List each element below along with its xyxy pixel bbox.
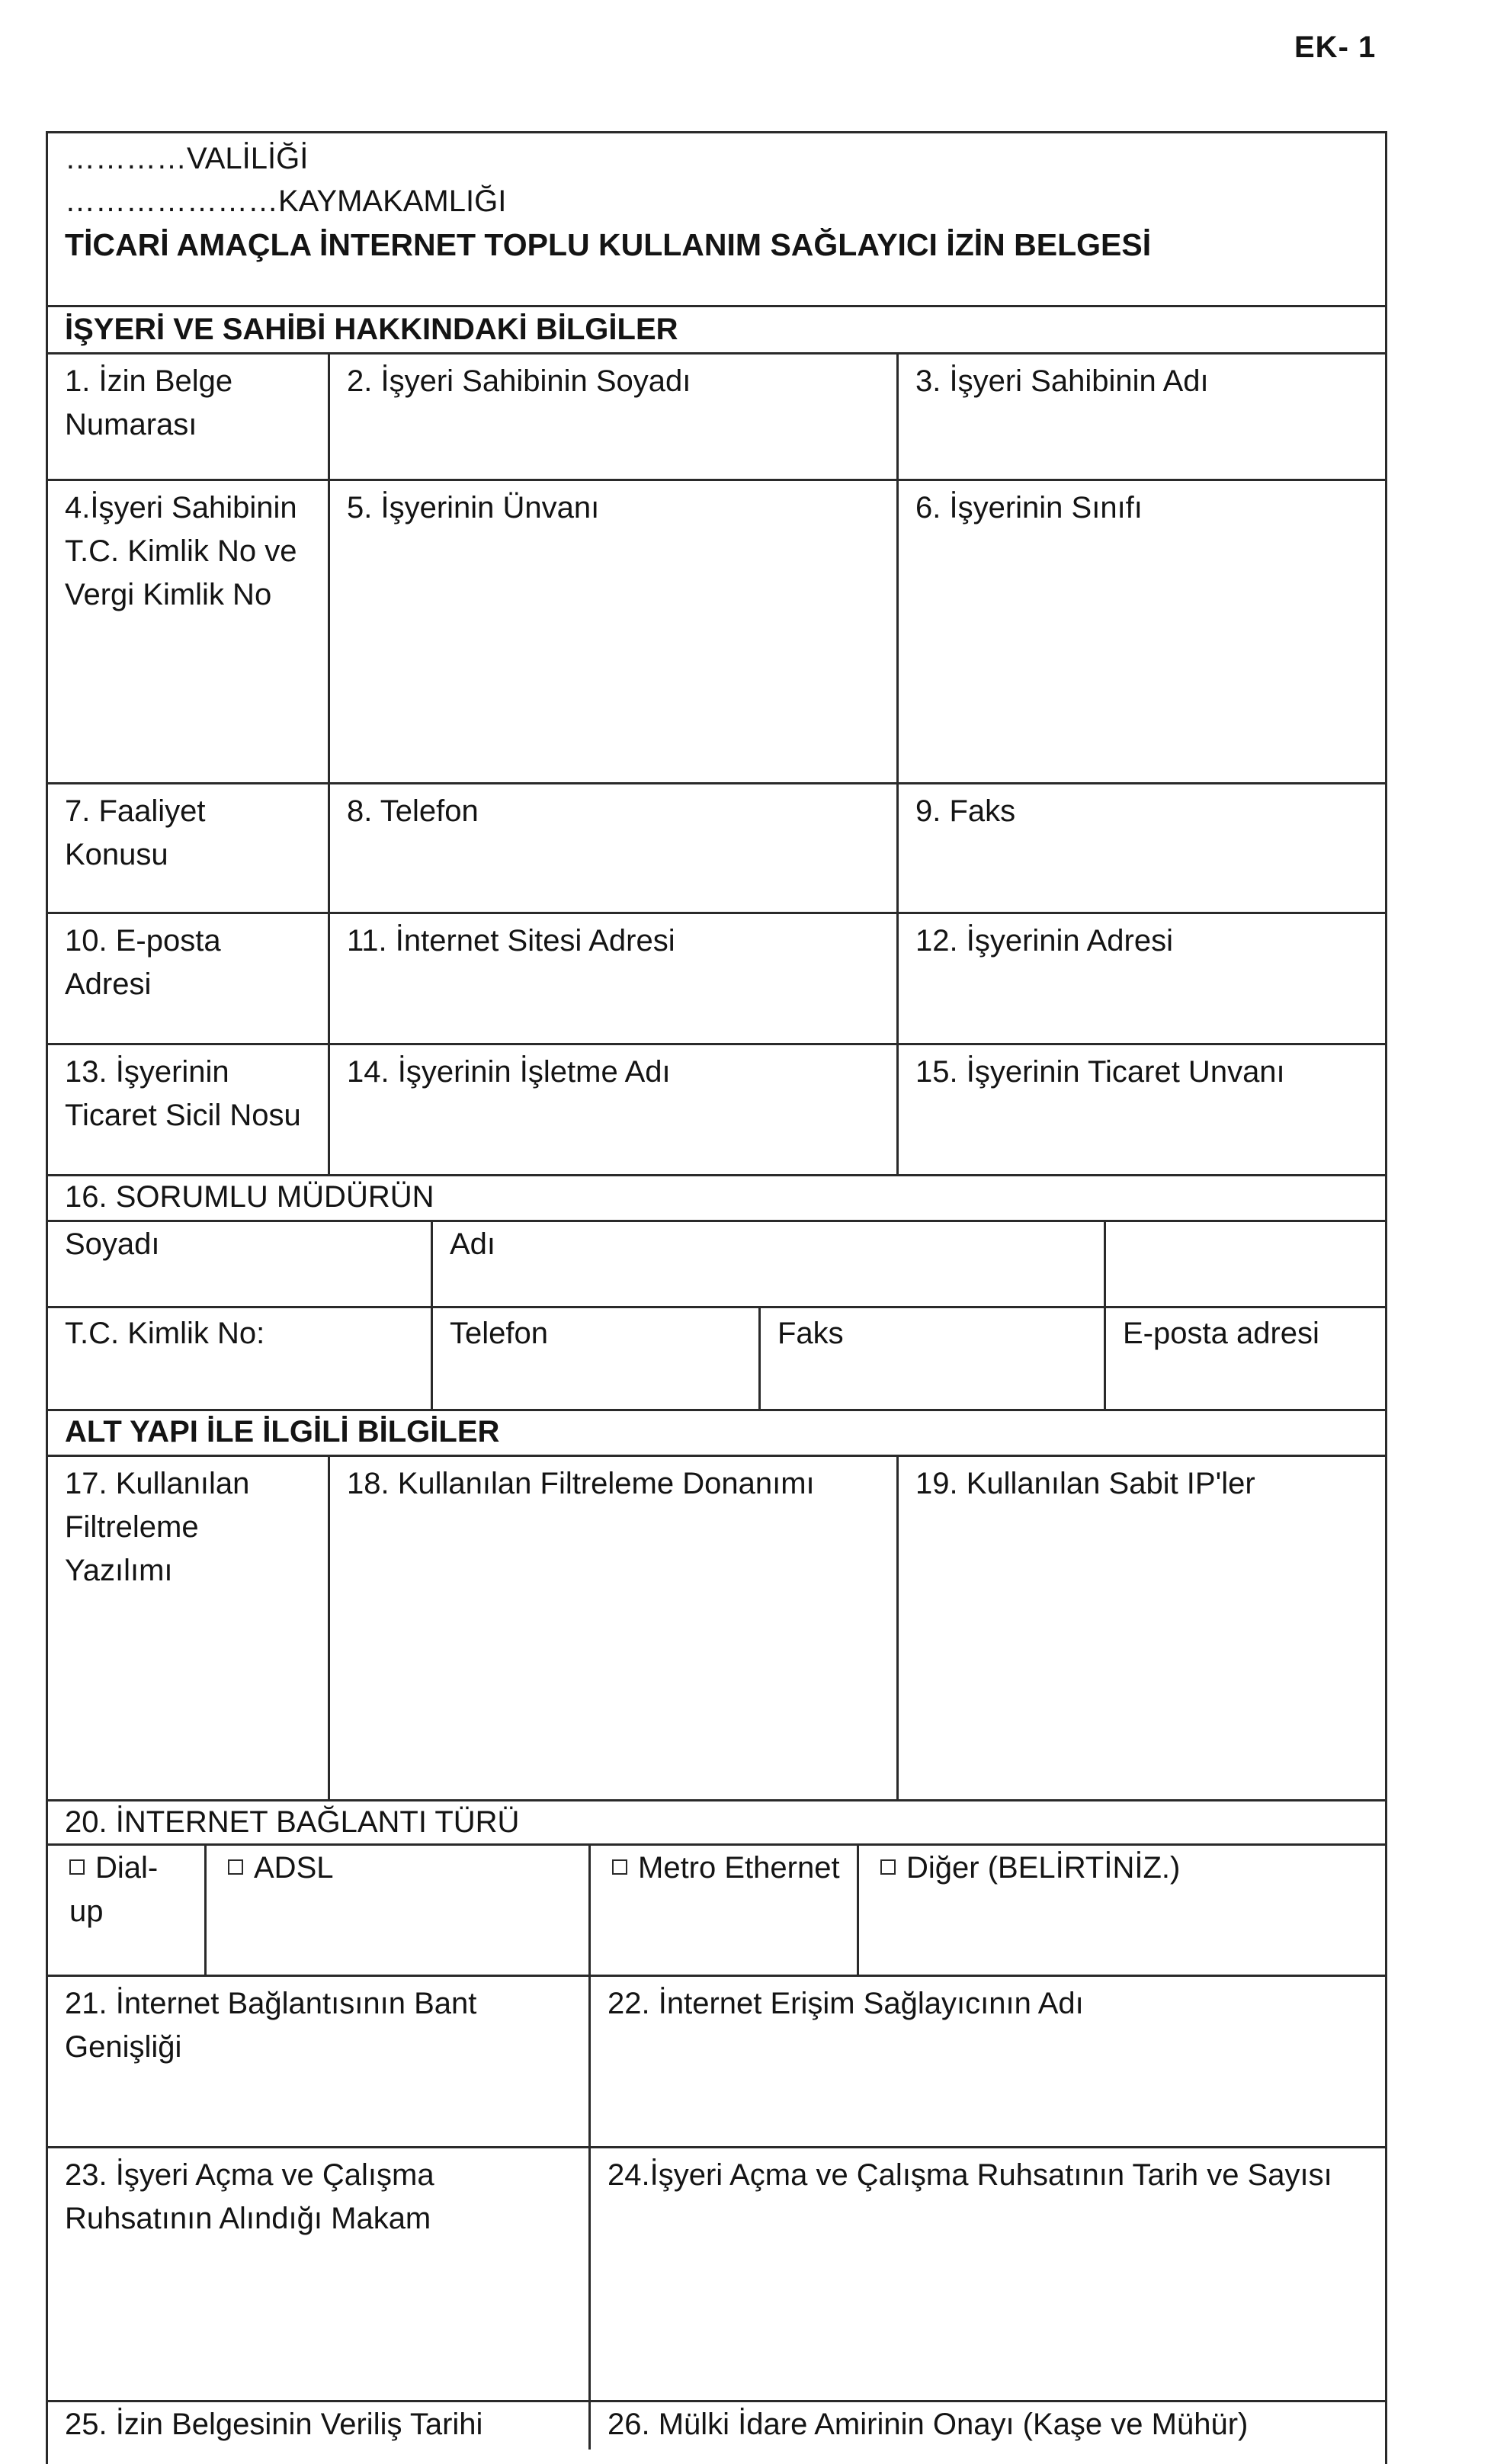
section-business-info: İŞYERİ VE SAHİBİ HAKKINDAKİ BİLGİLER: [65, 313, 678, 346]
field-administrator-approval[interactable]: 26. Mülki İdare Amirinin Onayı (Kaşe ve Mühür): [608, 2408, 1249, 2441]
field-phone[interactable]: 8. Telefon: [347, 794, 479, 828]
section-connection-type: 20. İNTERNET BAĞLANTI TÜRÜ: [65, 1805, 520, 1839]
field-filter-software[interactable]: 17. Kullanılan Filtreleme Yazılımı: [65, 1467, 250, 1587]
field-business-address[interactable]: 12. İşyerinin Adresi: [915, 924, 1173, 958]
adsl-checkbox[interactable]: [228, 1859, 243, 1875]
option-adsl[interactable]: [207, 1843, 588, 1975]
form-header: [48, 131, 1385, 305]
field-manager-surname[interactable]: Soyadı: [65, 1227, 160, 1261]
field-business-class[interactable]: 6. İşyerinin Sınıfı: [915, 491, 1143, 525]
district-governorship-line: …………………KAYMAKAMLIĞI: [65, 184, 507, 218]
dialup-checkbox[interactable]: [69, 1859, 85, 1875]
other-label: Diğer (BELİRTİNİZ.): [906, 1851, 1181, 1885]
field-activity[interactable]: 7. Faaliyet Konusu: [65, 794, 206, 871]
field-business-title[interactable]: 5. İşyerinin Ünvanı: [347, 491, 600, 525]
field-trade-name[interactable]: 15. İşyerinin Ticaret Unvanı: [915, 1055, 1285, 1089]
metro-ethernet-checkbox[interactable]: [612, 1859, 627, 1875]
field-static-ips[interactable]: 19. Kullanılan Sabit IP'ler: [915, 1467, 1255, 1500]
section-responsible-manager: 16. SORUMLU MÜDÜRÜN: [65, 1180, 434, 1214]
field-permit-number[interactable]: 1. İzin Belge Numarası: [65, 364, 233, 441]
field-manager-email[interactable]: E-posta adresi: [1123, 1317, 1319, 1350]
field-license-date-number[interactable]: 24.İşyeri Açma ve Çalışma Ruhsatının Tarih ve Sayısı: [608, 2158, 1332, 2192]
field-license-authority[interactable]: 23. İşyeri Açma ve Çalışma Ruhsatının Alındığı Makam: [65, 2158, 434, 2235]
governorship-line: …………VALİLİĞİ: [65, 142, 309, 175]
field-manager-id-number[interactable]: T.C. Kimlik No:: [65, 1317, 265, 1350]
field-issue-date[interactable]: 25. İzin Belgesinin Veriliş Tarihi: [65, 2408, 483, 2441]
other-checkbox[interactable]: [880, 1859, 896, 1875]
dialup-label: Dial-up: [69, 1851, 159, 1928]
section-infrastructure-info: ALT YAPI İLE İLGİLİ BİLGİLER: [65, 1415, 500, 1449]
field-bandwidth[interactable]: 21. İnternet Bağlantısının Bant Genişliği: [65, 1987, 477, 2064]
field-manager-fax[interactable]: Faks: [777, 1317, 844, 1350]
form-title: TİCARİ AMAÇLA İNTERNET TOPLU KULLANIM SAĞLAYICI İZİN BELGESİ: [65, 227, 1152, 262]
field-fax[interactable]: 9. Faks: [915, 794, 1016, 828]
field-manager-phone[interactable]: Telefon: [450, 1317, 548, 1350]
field-website[interactable]: 11. İnternet Sitesi Adresi: [347, 924, 675, 958]
option-metro-ethernet[interactable]: [591, 1843, 857, 1975]
adsl-label: ADSL: [254, 1851, 334, 1885]
field-email[interactable]: 10. E-posta Adresi: [65, 924, 221, 1001]
option-other[interactable]: [859, 1843, 1385, 1975]
field-owner-id-tax-number[interactable]: 4.İşyeri Sahibinin T.C. Kimlik No ve Vergi Kimlik No: [65, 491, 297, 611]
field-operating-name[interactable]: 14. İşyerinin İşletme Adı: [347, 1055, 671, 1089]
field-isp-name[interactable]: 22. İnternet Erişim Sağlayıcının Adı: [608, 1987, 1084, 2020]
metro-ethernet-label: Metro Ethernet: [638, 1851, 840, 1885]
annex-label: EK- 1: [1294, 30, 1377, 64]
field-trade-registry-number[interactable]: 13. İşyerinin Ticaret Sicil Nosu: [65, 1055, 301, 1132]
field-owner-name[interactable]: 3. İşyeri Sahibinin Adı: [915, 364, 1209, 398]
field-filter-hardware[interactable]: 18. Kullanılan Filtreleme Donanımı: [347, 1467, 815, 1500]
field-manager-blank[interactable]: [1106, 1220, 1385, 1306]
field-manager-name[interactable]: Adı: [450, 1227, 496, 1261]
field-owner-surname[interactable]: 2. İşyeri Sahibinin Soyadı: [347, 364, 691, 398]
option-dialup[interactable]: [48, 1843, 204, 1975]
